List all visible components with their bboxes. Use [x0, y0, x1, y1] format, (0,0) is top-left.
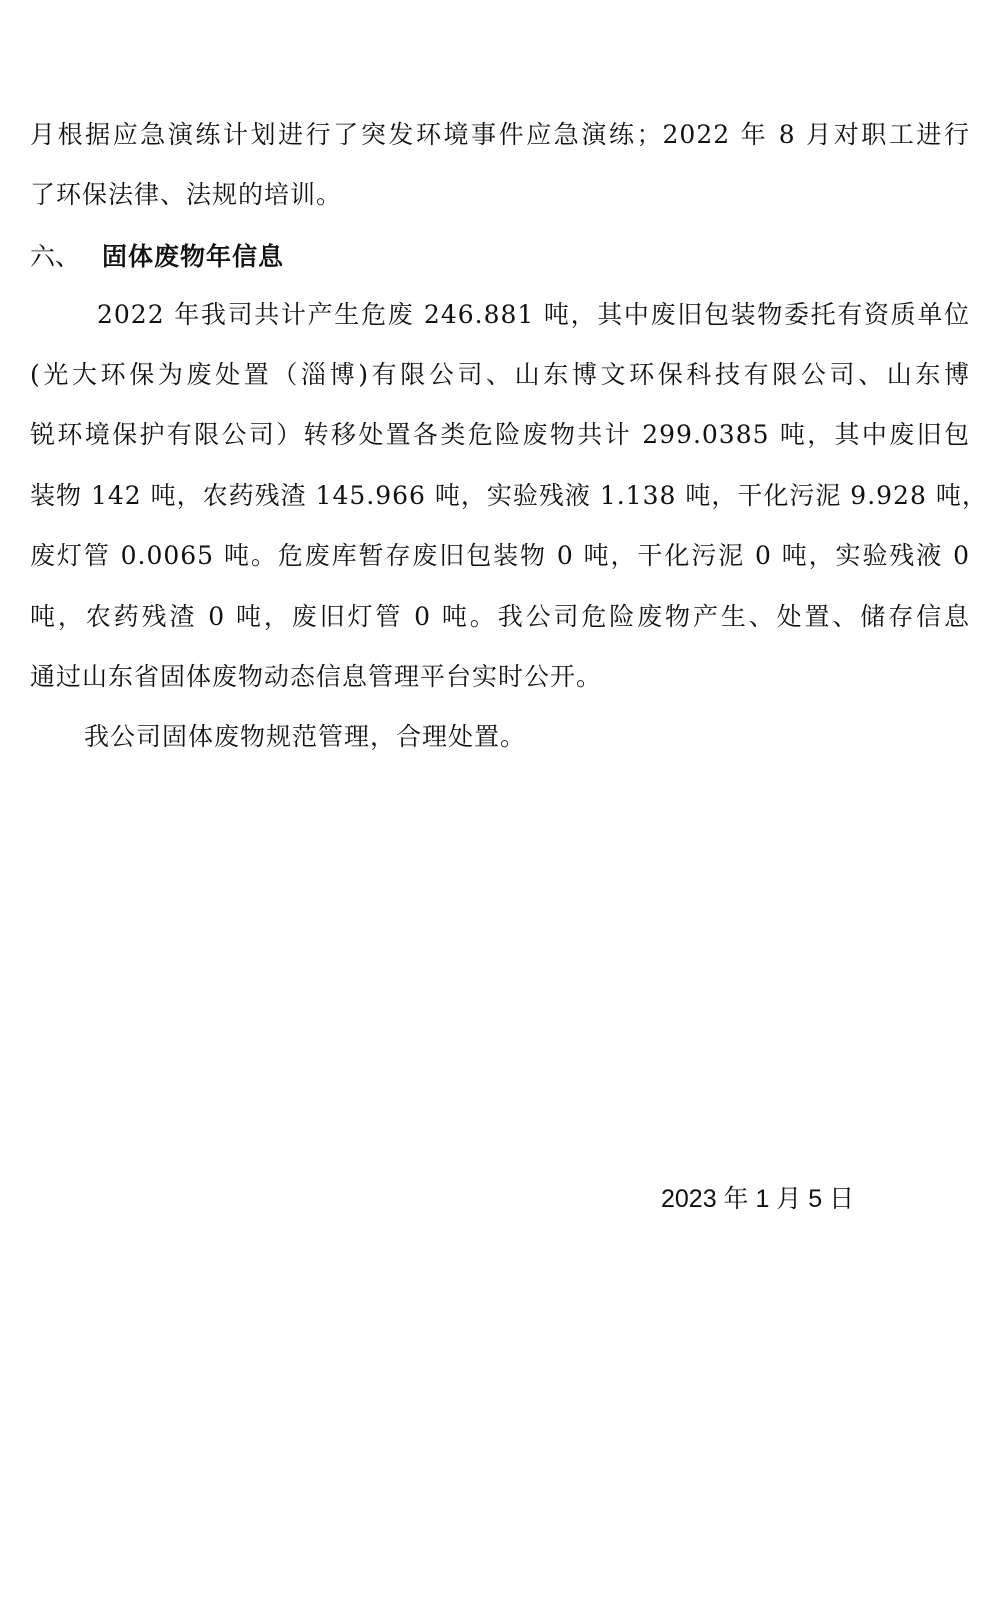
text-line: 通过山东省固体废物动态信息管理平台实时公开。 [30, 662, 603, 691]
text-line: 废灯管 0.0065 吨。危废库暂存废旧包装物 0 吨，干化污泥 0 吨，实验残液 0 [30, 541, 970, 570]
text-line: (光大环保为废处置（淄博)有限公司、山东博文环保科技有限公司、山东博 [30, 360, 970, 389]
text-line: 2022 年我司共计产生危废 246.881 吨，其中废旧包装物委托有资质单位 [97, 300, 970, 329]
section-title: 固体废物年信息 [102, 242, 285, 271]
paragraph: 我公司固体废物规范管理，合理处置。 [84, 722, 527, 751]
text-line: 了环保法律、法规的培训。 [30, 180, 343, 209]
section-heading [30, 240, 284, 274]
document-date: 2023 年 1 月 5 日 [661, 1185, 855, 1213]
section-number: 六、 [30, 242, 81, 271]
text-line: 月根据应急演练计划进行了突发环境事件应急演练；2022 年 8 月对职工进行 [30, 120, 970, 149]
text-line: 吨，农药残渣 0 吨，废旧灯管 0 吨。我公司危险废物产生、处置、储存信息 [30, 602, 970, 631]
text-line: 锐环境保护有限公司）转移处置各类危险废物共计 299.0385 吨，其中废旧包 [30, 420, 970, 449]
text-line: 装物 142 吨，农药残渣 145.966 吨，实验残液 1.138 吨，干化污泥 9.928 吨， [30, 481, 988, 510]
